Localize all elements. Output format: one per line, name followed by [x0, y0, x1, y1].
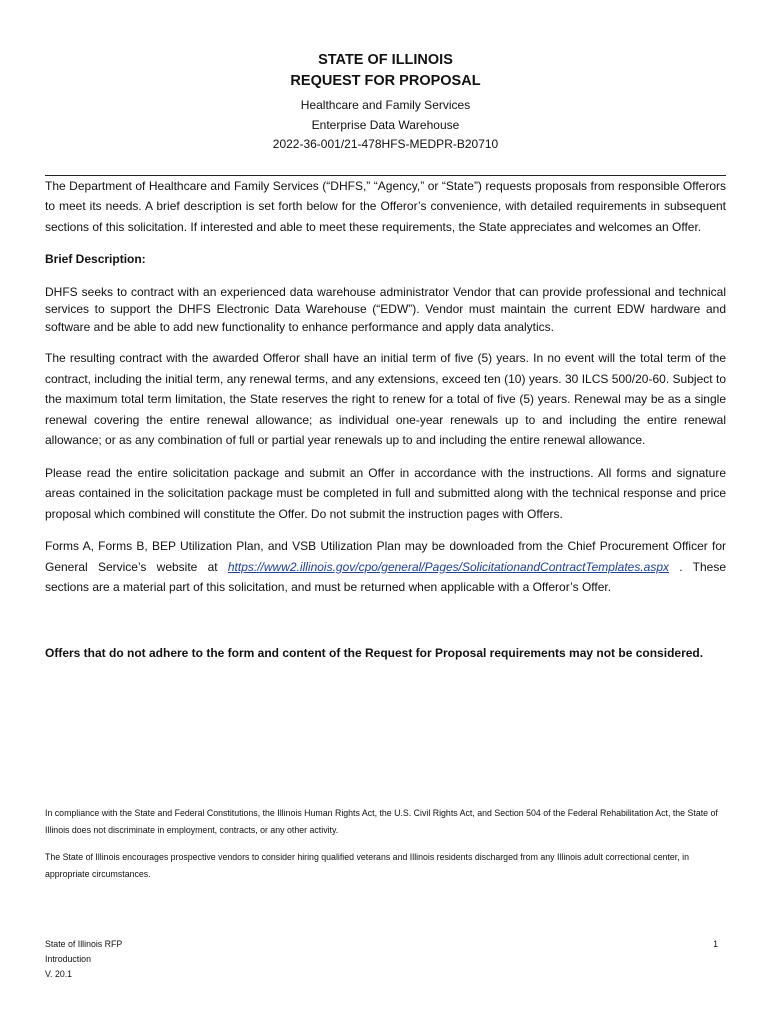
nondiscrimination-statement: In compliance with the State and Federal Constitutions, the Illinois Human Rights Act, the U.S. Civil Rights Act, and Section 504 of the Federal Rehabilitation Act, the State of Illinois does not discriminate in employment, contracts, or any other activity.	[45, 808, 718, 835]
forms-text-end: . These sections are a material part of this solicitation, and must be returned when applicable with a Offeror’s Offer.	[45, 559, 726, 594]
brief-description-paragraph: DHFS seeks to contract with an experienced data warehouse administrator Vendor that can provide professional and technical services to support the DHFS Electronic Data Warehouse (“EDW”). Vendor must maintain the current EDW hardware and software and be able to add new functionality to enhance performance and apply data analytics.	[45, 284, 726, 334]
title-rfp: REQUEST FOR PROPOSAL	[290, 73, 481, 89]
forms-text-start: Forms A, Forms B, BEP Utilization Plan, and VSB Utilization Plan may be downloaded from the Chief Procurement Officer for General Service’s website at	[45, 539, 726, 574]
templates-link[interactable]: https://www2.illinois.gov/cpo/general/Pages/SolicitationandContractTemplates.aspx	[227, 559, 670, 574]
brief-description-heading: Brief Description:	[45, 252, 146, 266]
project-name: Enterprise Data Warehouse	[311, 117, 460, 132]
agency-name: Healthcare and Family Services	[300, 98, 471, 112]
compliance-warning: Offers that do not adhere to the form and content of the Request for Proposal requirements may not be considered.	[45, 645, 704, 660]
page-number: 1	[713, 939, 718, 949]
footer-doc-title: State of Illinois RFP	[45, 939, 123, 949]
footer-version: V. 20.1	[45, 969, 73, 979]
page-footer	[45, 937, 726, 982]
footer-section: Introduction	[45, 954, 91, 964]
title-state: STATE OF ILLINOIS	[318, 52, 453, 68]
solicitation-number: 2022-36-001/21-478HFS-MEDPR-B20710	[272, 137, 499, 151]
submission-paragraph: Please read the entire solicitation package and submit an Offer in accordance with the instructions. All forms and signature areas contained in the solicitation package must be completed in full and submitted along with the technical response and price proposal which combined will constitute the Offer. Do not submit the instruction pages with Offers.	[45, 465, 726, 521]
veterans-statement: The State of Illinois encourages prospective vendors to consider hiring qualified veterans and Illinois residents discharged from any Illinois adult correctional center, in appropriate circumstances.	[45, 852, 689, 879]
intro-paragraph: The Department of Healthcare and Family Services (“DHFS,” “Agency,” or “State”) requests proposals from responsible Offerors to meet its needs. A brief description is set forth below for the Offeror’s convenience, with detailed requirements in subsequent sections of this solicitation. If interested and able to meet these requirements, the State appreciates and welcomes an Offer.	[45, 178, 726, 234]
forms-paragraph	[45, 536, 726, 598]
document-header	[45, 0, 726, 155]
document-page	[45, 0, 726, 883]
contract-term-paragraph: The resulting contract with the awarded Offeror shall have an initial term of five (5) years. In no event will the total term of the contract, including the initial term, any renewal terms, and any extensions, exceed ten (10) years. 30 ILCS 500/20-60. Subject to the maximum total term limitation, the State reserves the right to renew for a total of five (5) years. Renewal may be as a single renewal covering the entire renewal allowance; as individual one-year renewals up to and including the entire renewal allowance; or as any combination of full or partial year renewals up to and including the entire renewal allowance.	[45, 351, 726, 447]
